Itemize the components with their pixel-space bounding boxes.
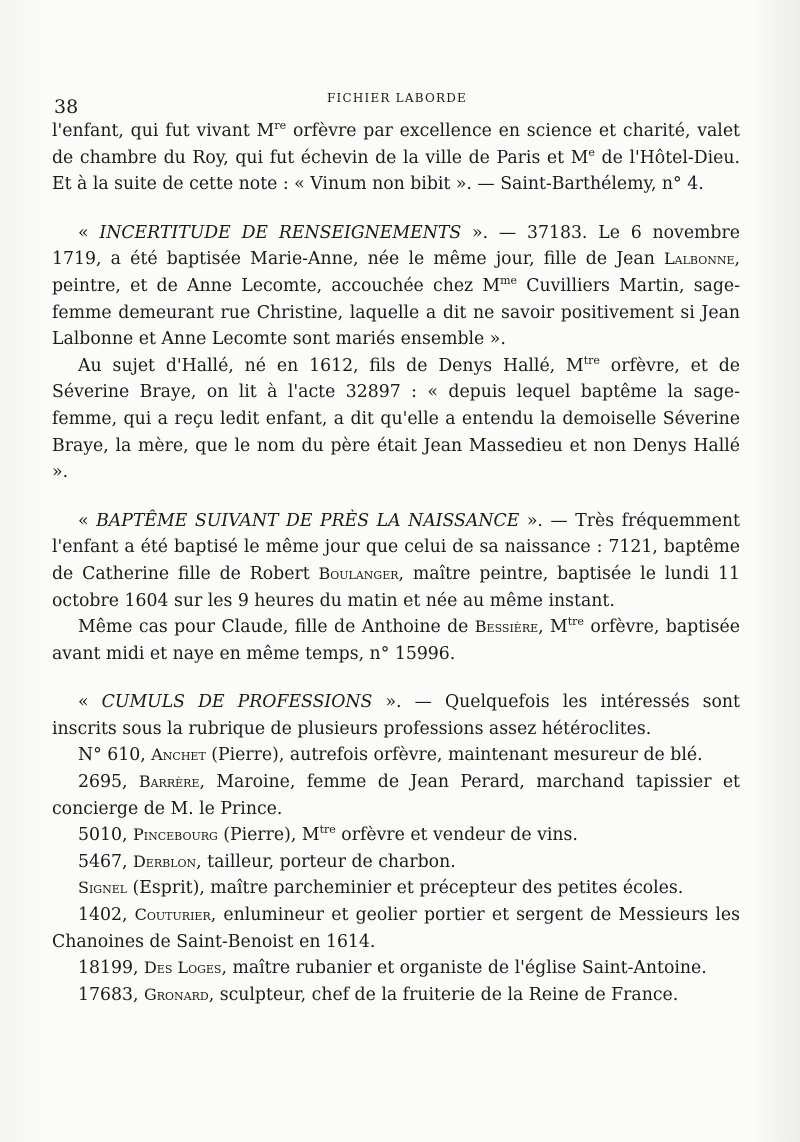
paragraph-incertitude: « INCERTITUDE DE RENSEIGNEMENTS ». — 37183. Le 6 novembre 1719, a été baptisée Marie-Anne, née le même jour, fille de Jean Lalbonne, peintre, et de Anne Lecomte, accouchée chez $M^{me}$ Cuvilliers Martin, sage-femme demeurant rue Christine, laquelle a dit ne savoir positivement si Jean Lalbonne et Anne Lecomte sont mariés ensemble ». xyxy=(52,222,740,350)
paragraph-bapteme: « BAPTÊME SUIVANT DE PRÈS LA NAISSANCE ». — Très fréquemment l'enfant a été baptisé le même jour que celui de sa naissance : 7121, baptême de Catherine fille de Robert Boulanger, maître peintre, baptisée le lundi 11 octobre 1604 sur les 9 heures du matin et née au même instant. xyxy=(52,510,740,611)
paragraph-halle: Au sujet d'Hallé, né en 1612, fils de Denys Hallé, $M^{tre}$ orfèvre, et de Séverine Braye, on lit à l'acte 32897 : « depuis lequel baptême la sage-femme, qui a reçu ledit enfant, a dit qu'elle a entendu la demoiselle Séverine Braye, la mère, que le nom du père était Jean Massedieu et non Denys Hallé ». xyxy=(52,353,740,483)
list-item: 5467, Derblon, tailleur, porteur de charbon. xyxy=(78,851,456,872)
running-head: FICHIER LABORDE xyxy=(327,91,467,105)
paragraph-claude: Même cas pour Claude, fille de Anthoine de Bessière, $M^{tre}$ orfèvre, baptisée avant midi et naye en même temps, n° 15996. xyxy=(52,615,740,664)
paragraph-continuation: l'enfant, qui fut vivant Mre orfèvre par excellence en science et charité, valet de chambre du Roy, qui fut échevin de la ville de Paris et Me de l'Hôtel-Dieu. Et à la suite de cette note : « Vinum non bibit ». — Saint-Barthélemy, n° 4. xyxy=(52,119,740,195)
list-item: Signel (Esprit), maître parcheminier et précepteur des petites écoles. xyxy=(78,878,684,899)
list-item: 1402, Couturier, enlumineur et geolier portier et sergent de Messieurs les Chanoines de Saint-Benoist en 1614. xyxy=(52,905,740,952)
list-item: 2695, Barrère, Maroine, femme de Jean Perard, marchand tapissier et concierge de M. le Prince. xyxy=(52,772,741,819)
list-item: 5010, Pincebourg (Pierre), $M^{tre}$ orfèvre et vendeur de vins. xyxy=(78,823,578,846)
list-item: 18199, Des Loges, maître rubanier et organiste de l'église Saint-Antoine. xyxy=(78,958,707,979)
section-title-cumuls: CUMULS DE PROFESSIONS xyxy=(101,692,373,713)
section-title-incertitude: INCERTITUDE DE RENSEIGNEMENTS xyxy=(99,222,462,243)
section-title-bapteme: BAPTÊME SUIVANT DE PRÈS LA NAISSANCE xyxy=(96,510,520,531)
page-number: 38 xyxy=(54,96,79,118)
page-header xyxy=(52,88,742,118)
list-item: 17683, Gronard, sculpteur, chef de la fruiterie de la Reine de France. xyxy=(78,984,679,1005)
paragraph-cumuls: « CUMULS DE PROFESSIONS ». — Quelquefois les intéressés sont inscrits sous la rubrique de plusieurs professions assez hétéroclites. xyxy=(52,692,740,739)
list-item: N° 610, Anchet (Pierre), autrefois orfèvre, maintenant mesureur de blé. xyxy=(78,745,703,766)
body-text xyxy=(52,118,740,1008)
